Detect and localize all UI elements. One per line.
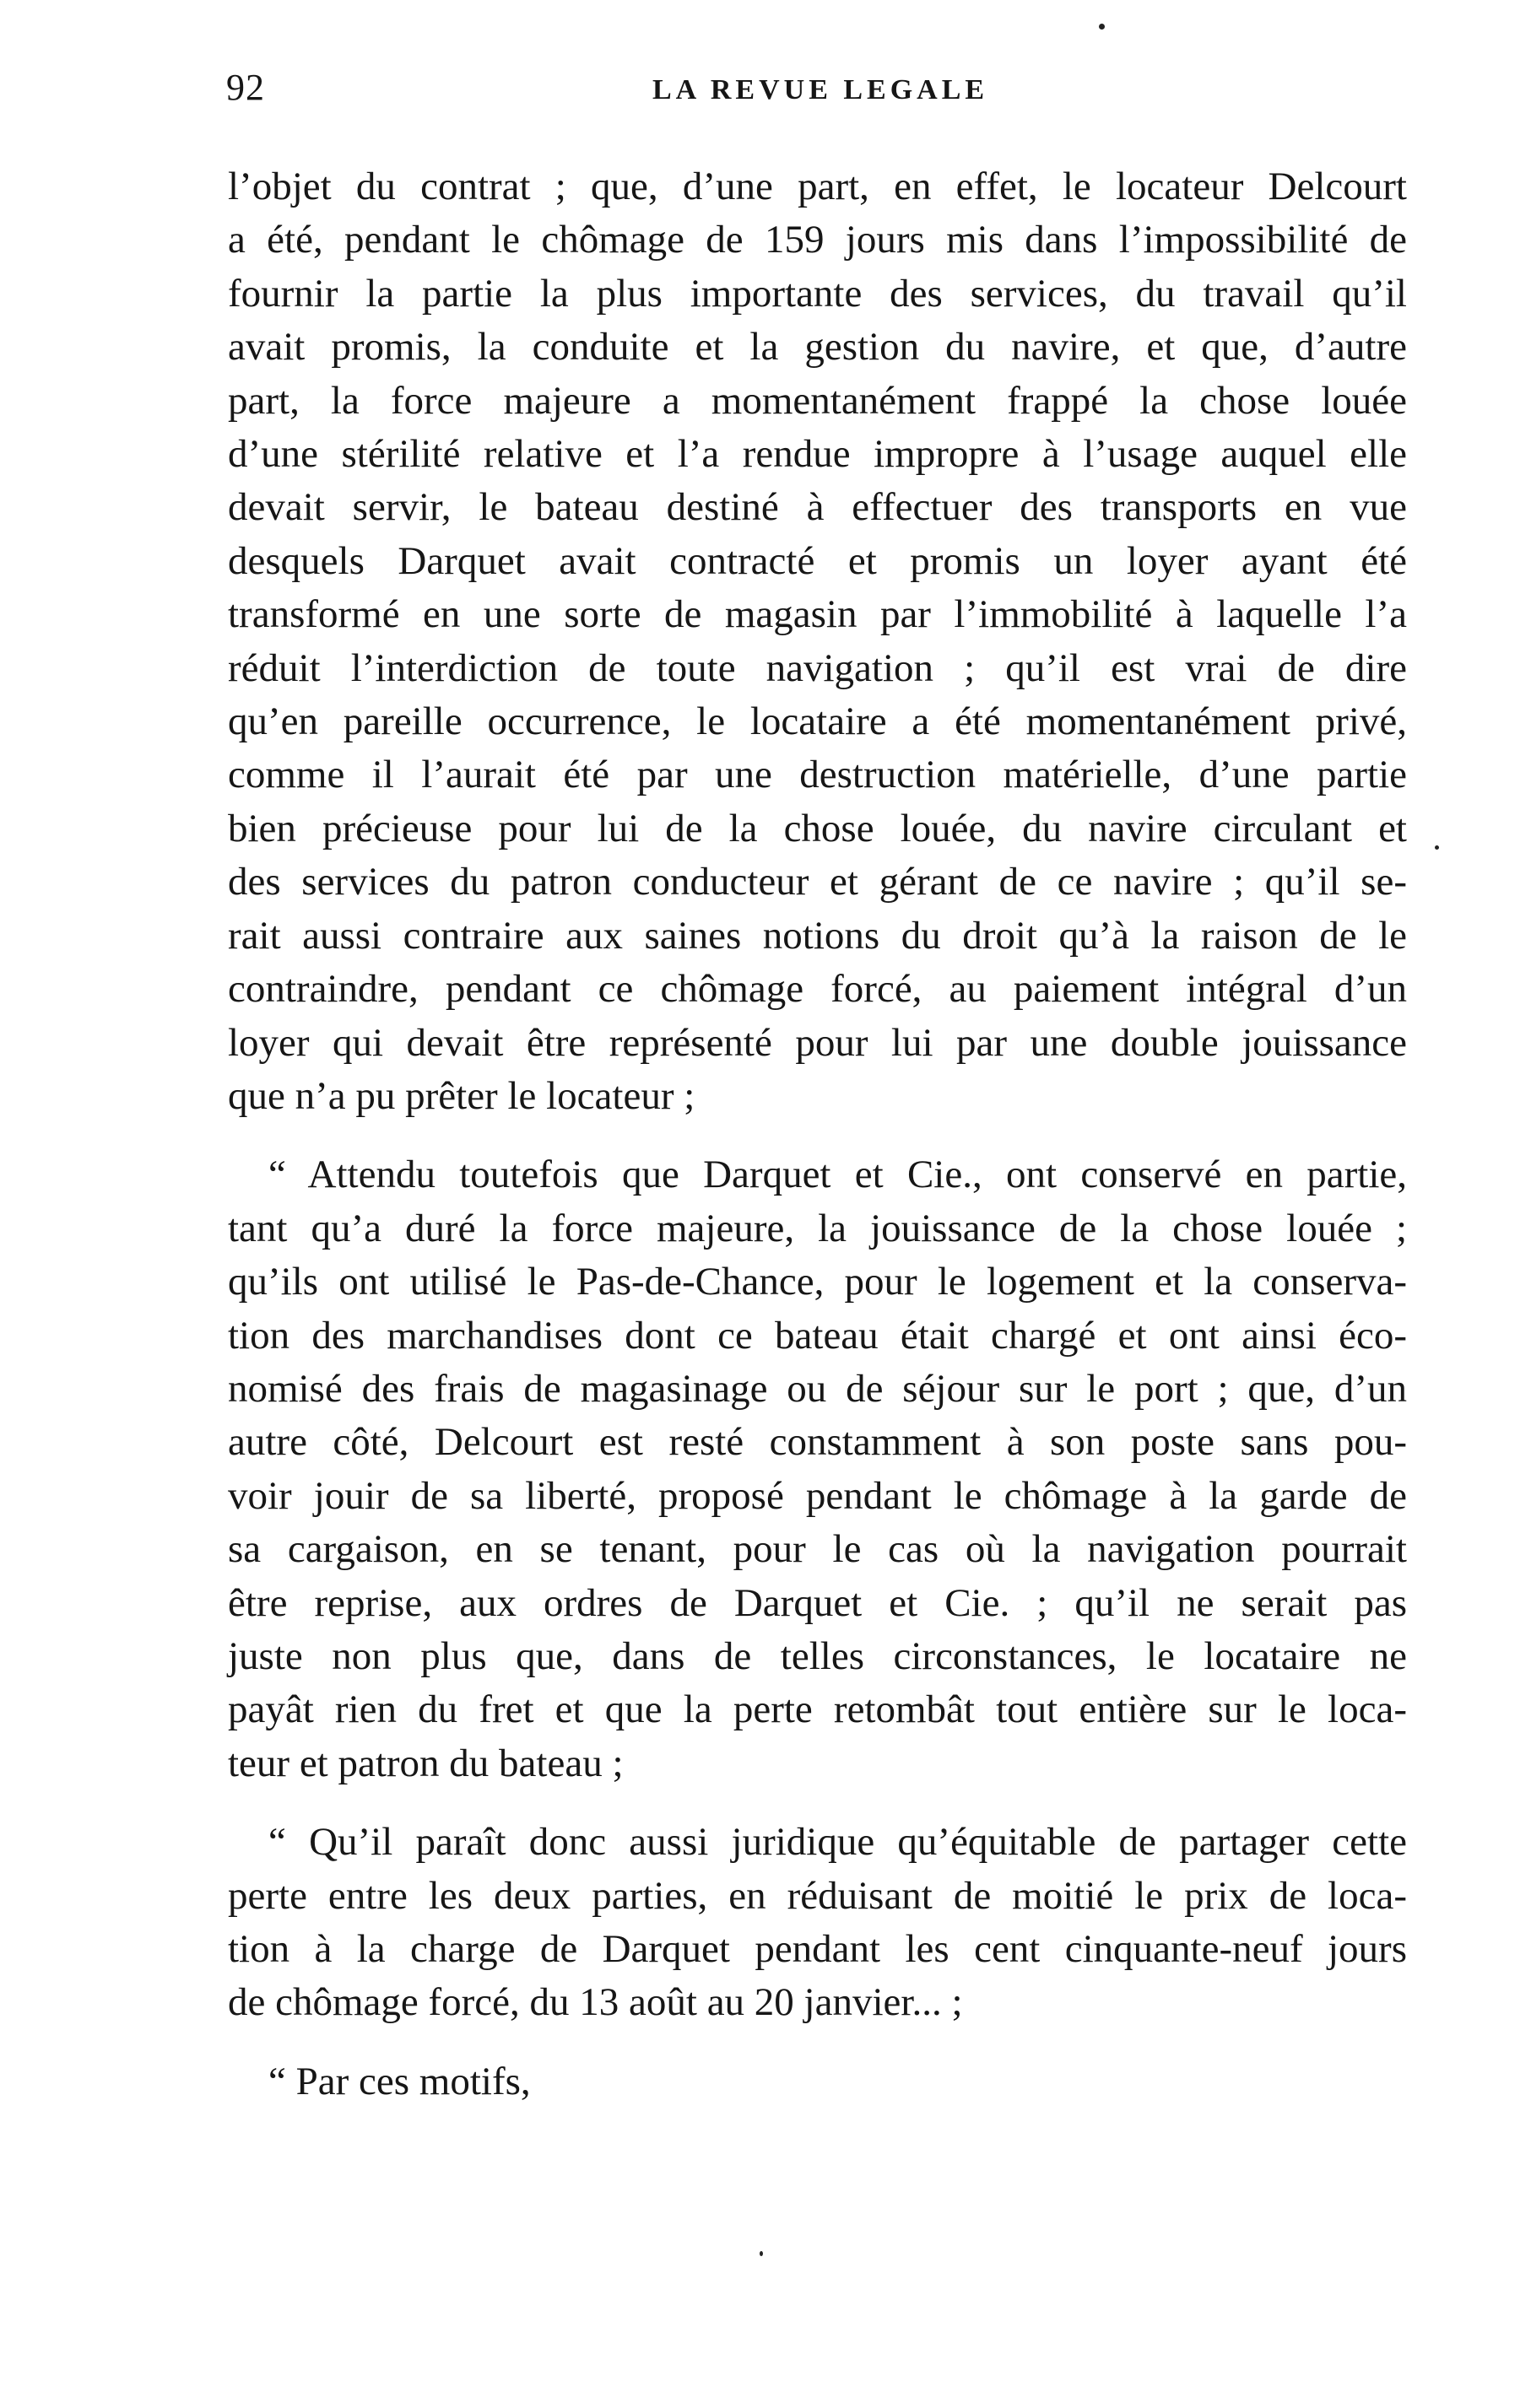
- text-line: transformé en une sorte de magasin par l’immobilité à laquelle l’a: [228, 592, 1407, 637]
- paragraph-3: [228, 1816, 1407, 2030]
- text-line: d’une stérilité relative et l’a rendue impropre à l’usage auquel elle: [228, 432, 1407, 477]
- text-line: fournir la partie la plus importante des services, du travail qu’il: [228, 271, 1407, 316]
- ink-speck: [1435, 845, 1439, 850]
- text-line: avait promis, la conduite et la gestion du navire, et que, d’autre: [228, 325, 1407, 370]
- text-line: que n’a pu prêter le locateur ;: [228, 1073, 695, 1118]
- text-line: voir jouir de sa liberté, proposé pendant le chômage à la garde de: [228, 1473, 1407, 1518]
- text-line: perte entre les deux parties, en réduisant de moitié le prix de loca-: [228, 1873, 1407, 1918]
- ink-speck: [1099, 24, 1105, 30]
- text-line: rait aussi contraire aux saines notions du droit qu’à la raison de le: [228, 913, 1407, 958]
- text-line: “ Par ces motifs,: [268, 2059, 531, 2103]
- text-line: sa cargaison, en se tenant, pour le cas où la navigation pourrait: [228, 1527, 1407, 1572]
- journal-title: LA REVUE LEGALE: [652, 74, 989, 105]
- text-line: loyer qui devait être représenté pour lui par une double jouissance: [228, 1020, 1407, 1065]
- running-head: [226, 66, 1408, 116]
- page-number: 92: [226, 67, 265, 108]
- text-line: desquels Darquet avait contracté et promis un loyer ayant été: [228, 538, 1407, 583]
- paragraph-2: [228, 1148, 1407, 1790]
- text-line: devait servir, le bateau destiné à effectuer des transports en vue: [228, 485, 1407, 530]
- text-line: tant qu’a duré la force majeure, la jouissance de la chose louée ;: [228, 1206, 1407, 1250]
- text-line: être reprise, aux ordres de Darquet et Cie. ; qu’il ne serait pas: [228, 1580, 1407, 1625]
- text-line: payât rien du fret et que la perte retombât tout entière sur le loca-: [228, 1687, 1407, 1732]
- paragraph-1: [228, 160, 1407, 1123]
- text-line: part, la force majeure a momentanément frappé la chose louée: [228, 378, 1407, 423]
- ink-speck: [760, 2251, 763, 2256]
- text-line: bien précieuse pour lui de la chose louée, du navire circulant et: [228, 806, 1407, 850]
- body-text: [228, 160, 1407, 2108]
- text-line: contraindre, pendant ce chômage forcé, au paiement intégral d’un: [228, 967, 1407, 1012]
- text-line: qu’en pareille occurrence, le locataire a été momentanément privé,: [228, 699, 1407, 744]
- text-line: l’objet du contrat ; que, d’une part, en effet, le locateur Delcourt: [228, 165, 1407, 208]
- text-line: comme il l’aurait été par une destruction matérielle, d’une partie: [228, 753, 1407, 797]
- text-line: nomisé des frais de magasinage ou de séjour sur le port ; que, d’un: [228, 1366, 1407, 1411]
- text-line: juste non plus que, dans de telles circonstances, le locataire ne: [228, 1633, 1407, 1678]
- text-line: tion à la charge de Darquet pendant les cent cinquante-neuf jours: [228, 1927, 1407, 1971]
- text-line: teur et patron du bateau ;: [228, 1741, 624, 1785]
- text-line: réduit l’interdiction de toute navigation ; qu’il est vrai de dire: [228, 645, 1407, 690]
- text-line: tion des marchandises dont ce bateau était chargé et ont ainsi éco-: [228, 1313, 1407, 1358]
- text-line: a été, pendant le chômage de 159 jours mis dans l’impossibilité de: [228, 218, 1407, 262]
- text-line: “ Qu’il paraît donc aussi juridique qu’équitable de partager cette: [268, 1820, 1407, 1865]
- text-line: des services du patron conducteur et gérant de ce navire ; qu’il se-: [228, 860, 1407, 904]
- text-line: de chômage forcé, du 13 août au 20 janvier... ;: [228, 1980, 963, 2025]
- text-line: autre côté, Delcourt est resté constamment à son poste sans pou-: [228, 1420, 1407, 1465]
- text-line: “ Attendu toutefois que Darquet et Cie., ont conservé en partie,: [268, 1153, 1407, 1197]
- paragraph-4: [228, 2055, 1407, 2108]
- text-line: qu’ils ont utilisé le Pas-de-Chance, pour le logement et la conserva-: [228, 1260, 1407, 1304]
